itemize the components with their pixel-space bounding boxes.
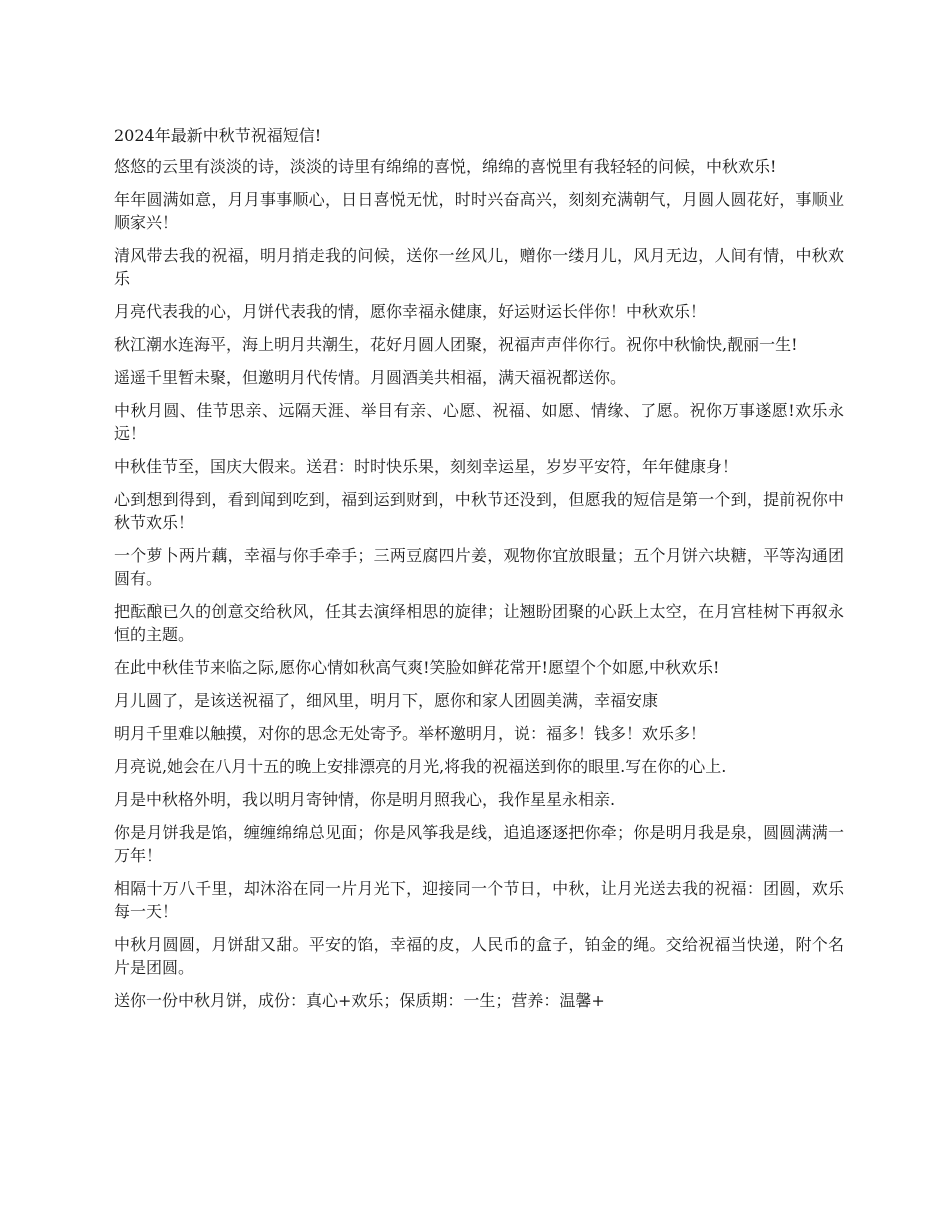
- paragraph: 月是中秋格外明，我以明月寄钟情，你是明月照我心，我作星星永相亲.: [114, 790, 616, 809]
- paragraph: 秋江潮水连海平，海上明月共潮生，花好月圆人团聚，祝福声声伴你行。祝你中秋愉快,靓丽一生!: [114, 335, 798, 354]
- paragraph: 在此中秋佳节来临之际,愿你心情如秋高气爽!笑脸如鲜花常开!愿望个个如愿,中秋欢乐!: [114, 658, 720, 677]
- paragraph: 月亮代表我的心，月饼代表我的情，愿你幸福永健康，好运财运长伴你！中秋欢乐！: [114, 302, 707, 321]
- paragraph: 月亮说,她会在八月十五的晚上安排漂亮的月光,将我的祝福送到你的眼里.写在你的心上.: [114, 757, 727, 776]
- document-body: [114, 124, 844, 1022]
- paragraph: 一个萝卜两片藕，幸福与你手牵手；三两豆腐四片姜，观物你宜放眼量；五个月饼六块糖，平等沟通团圆有。: [114, 546, 844, 588]
- paragraph: 月儿圆了，是该送祝福了，细风里，明月下，愿你和家人团圆美满，幸福安康: [114, 691, 659, 710]
- paragraph: 中秋月圆、佳节思亲、远隔天涯、举目有亲、心愿、祝福、如愿、情缘、了愿。祝你万事遂愿!欢乐永远！: [114, 401, 844, 443]
- paragraph: 悠悠的云里有淡淡的诗，淡淡的诗里有绵绵的喜悦，绵绵的喜悦里有我轻轻的问候，中秋欢乐!: [114, 157, 777, 176]
- document-title: 2024年最新中秋节祝福短信!: [114, 126, 322, 145]
- paragraph: 送你一份中秋月饼，成份：真心+欢乐；保质期：一生；营养：温馨+: [114, 991, 605, 1010]
- paragraph: 清风带去我的祝福，明月捎走我的问候，送你一丝风儿，赠你一缕月儿，风月无边，人间有情，中秋欢乐: [114, 246, 844, 288]
- paragraph: 你是月饼我是馅，缠缠绵绵总见面；你是风筝我是线，追追逐逐把你牵；你是明月我是泉，圆圆满满一万年！: [114, 823, 844, 865]
- paragraph: 相隔十万八千里，却沐浴在同一片月光下，迎接同一个节日，中秋，让月光送去我的祝福：团圆，欢乐每一天！: [114, 879, 844, 921]
- paragraph: 中秋月圆圆，月饼甜又甜。平安的馅，幸福的皮，人民币的盒子，铂金的绳。交给祝福当快递，附个名片是团圆。: [114, 935, 844, 977]
- paragraph: 心到想到得到，看到闻到吃到，福到运到财到，中秋节还没到，但愿我的短信是第一个到，提前祝你中秋节欢乐！: [114, 490, 844, 532]
- paragraph: 遥遥千里暂未聚，但邀明月代传情。月圆酒美共相福，满天福祝都送你。: [114, 368, 627, 387]
- paragraph: 把酝酿已久的创意交给秋风，任其去演绎相思的旋律；让翘盼团聚的心跃上太空，在月宫桂树下再叙永恒的主题。: [114, 602, 844, 644]
- paragraph: 明月千里难以触摸，对你的思念无处寄予。举杯邀明月，说：福多！钱多！欢乐多！: [114, 724, 707, 743]
- paragraph: 中秋佳节至，国庆大假来。送君：时时快乐果，刻刻幸运星，岁岁平安符，年年健康身！: [114, 457, 739, 476]
- paragraph: 年年圆满如意，月月事事顺心，日日喜悦无忧，时时兴奋高兴，刻刻充满朝气，月圆人圆花好，事顺业顺家兴！: [114, 190, 844, 232]
